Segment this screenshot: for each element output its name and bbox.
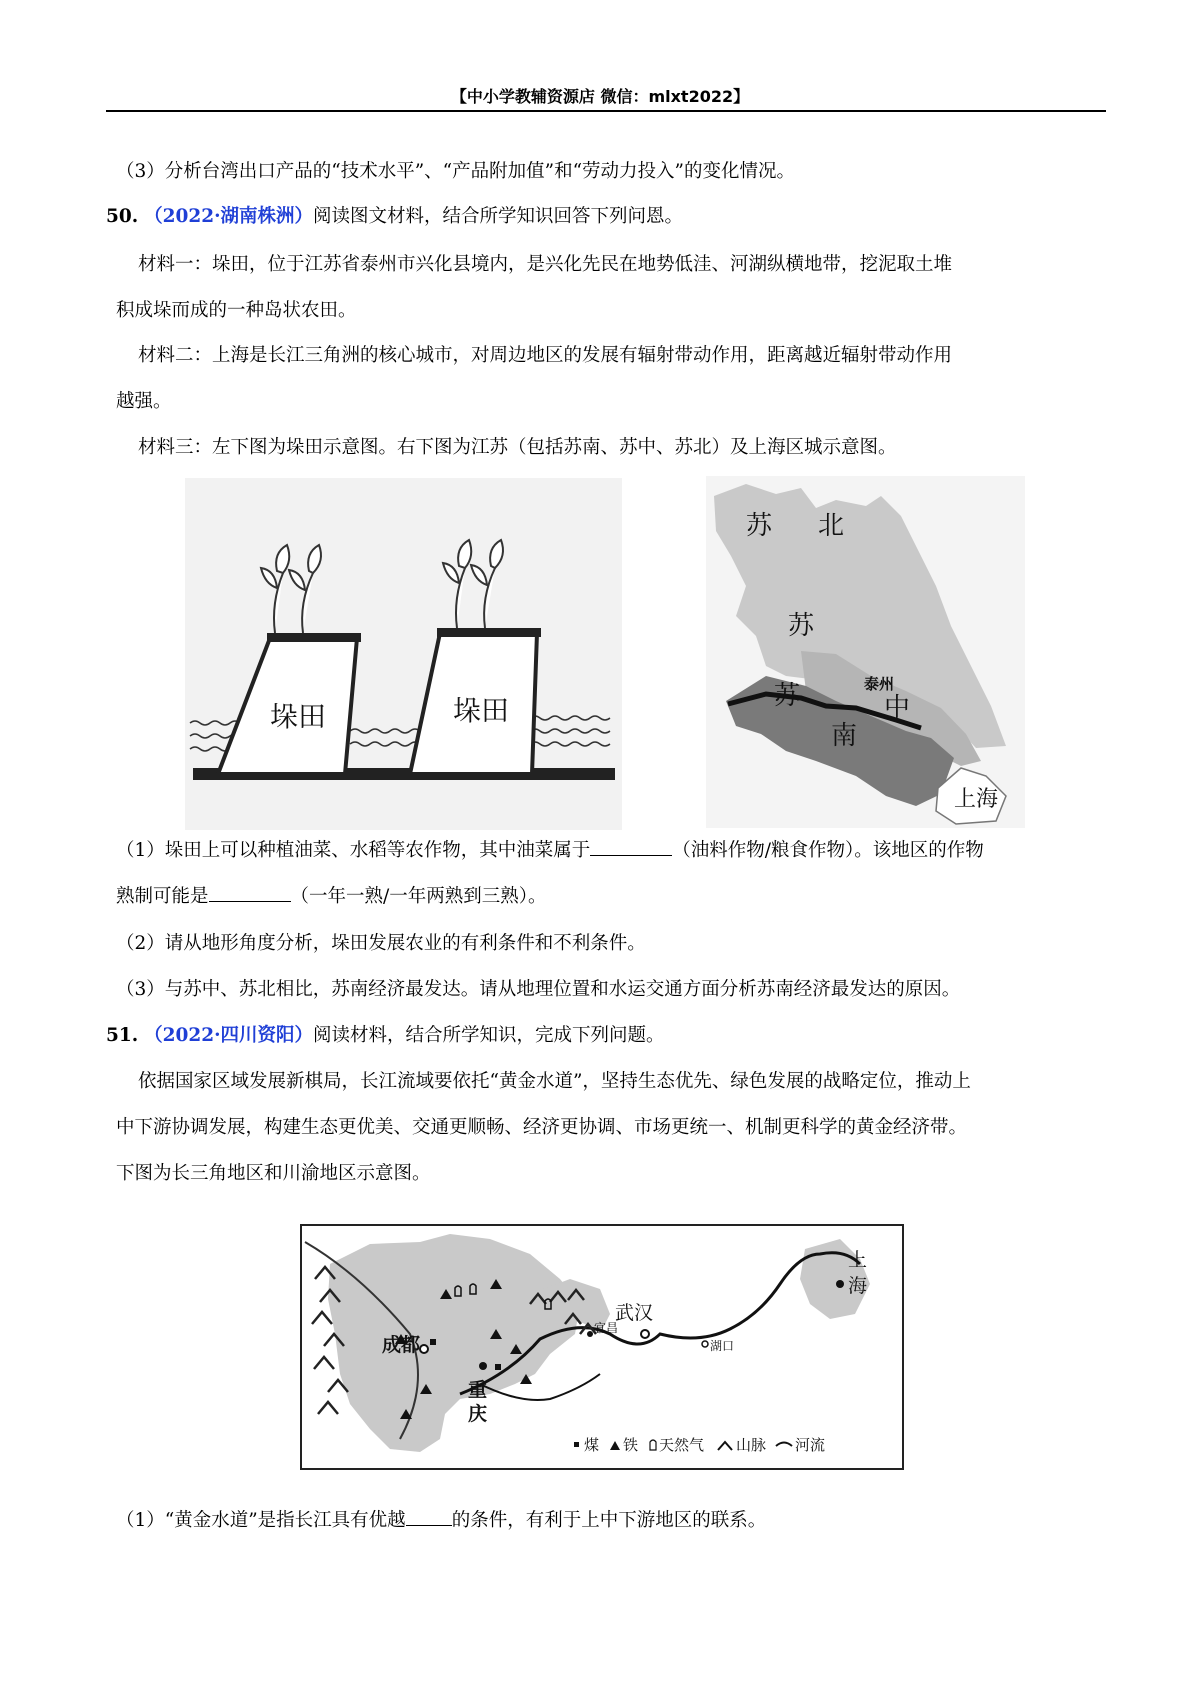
label-hukou: 湖口	[710, 1339, 735, 1353]
page-header: 【中小学教辅资源店 微信：mlxt2022】	[450, 87, 750, 106]
q50-material1-line2: 积成垛而成的一种岛状农田。	[116, 300, 357, 321]
q51-para-line2: 中下游协调发展，构建生态更优美、交通更顺畅、经济更协调、市场更统一、机制更科学的黄金经济带。	[116, 1117, 968, 1138]
q50-number: 50.	[106, 206, 139, 227]
answer-blank-1[interactable]	[590, 855, 672, 856]
svg-text:河流: 河流	[795, 1436, 826, 1454]
yichang-dot	[587, 1331, 593, 1337]
q51-heading	[106, 1021, 665, 1051]
q51-source: （2022·四川资阳）	[144, 1025, 314, 1046]
q50-material2-line2: 越强。	[116, 391, 172, 412]
label-wuhan: 武汉	[615, 1302, 654, 1324]
label-su-1: 苏	[746, 511, 773, 541]
label-shang: 上	[848, 1249, 868, 1271]
wuhan-dot	[641, 1330, 649, 1338]
header-rule	[106, 110, 1106, 112]
q50-material2-line1: 材料二：上海是长江三角洲的核心城市，对周边地区的发展有辐射带动作用，距离越近辐射带动作用	[138, 345, 953, 366]
label-su-2: 苏	[788, 611, 815, 641]
label-qing: 庆	[468, 1403, 488, 1425]
label-chong: 重	[468, 1379, 488, 1401]
chongqing-dot	[479, 1362, 487, 1370]
q50-material1-line1: 材料一：垛田，位于江苏省泰州市兴化县境内，是兴化先民在地势低洼、河湖纵横地带，挖泥取土堆	[138, 254, 953, 275]
label-bei: 北	[818, 511, 845, 541]
chengdu-dot	[420, 1345, 428, 1353]
jiangsu-region-map	[706, 476, 1025, 828]
label-yichang: 宜昌	[594, 1321, 619, 1335]
label-chengdu: 成都	[382, 1334, 421, 1356]
label-zhong: 中	[884, 693, 911, 723]
label-shanghai: 上海	[954, 787, 999, 812]
q51-intro: 阅读材料，结合所学知识，完成下列问题。	[313, 1025, 665, 1046]
q50-sub1-line2: 熟制可能是 （一年一熟/一年两熟到三熟）。	[116, 886, 547, 907]
svg-text:铁: 铁	[623, 1436, 639, 1454]
q50-sub1-line1: （1）垛田上可以种植油菜、水稻等农作物，其中油菜属于 （油料作物/粮食作物）。该地区的作物	[116, 840, 984, 861]
answer-blank-3[interactable]	[406, 1525, 452, 1526]
hukou-dot	[702, 1341, 708, 1347]
label-taizhou: 泰州	[864, 675, 895, 693]
duotian-label-left: 垛田	[270, 700, 327, 733]
answer-blank-2[interactable]	[209, 901, 291, 902]
yangtze-basin-map	[300, 1224, 904, 1470]
q51-para-line3: 下图为长三角地区和川渝地区示意图。	[116, 1163, 431, 1184]
svg-text:天然气: 天然气	[659, 1436, 705, 1454]
q50-source: （2022·湖南株洲）	[144, 206, 314, 227]
svg-text:山脉: 山脉	[736, 1436, 767, 1454]
duotian-label-right: 垛田	[453, 694, 510, 727]
q50-material3: 材料三：左下图为垛田示意图。右下图为江苏（包括苏南、苏中、苏北）及上海区城示意图。	[138, 437, 897, 458]
q51-number: 51.	[106, 1025, 139, 1046]
q50-sub3: （3）与苏中、苏北相比，苏南经济最发达。请从地理位置和水运交通方面分析苏南经济最发达的原因。	[116, 979, 961, 1000]
svg-text:煤: 煤	[584, 1436, 600, 1454]
q50-intro: 阅读图文材料，结合所学知识回答下列问恩。	[313, 206, 684, 227]
q50-heading	[106, 202, 683, 232]
label-hai: 海	[848, 1275, 868, 1297]
q50-sub2: （2）请从地形角度分析，垛田发展农业的有利条件和不利条件。	[116, 933, 646, 954]
label-nan: 南	[831, 721, 858, 751]
duotian-diagram	[185, 478, 622, 830]
q51-para-line1: 依据国家区域发展新棋局，长江流域要依托“黄金水道”，坚持生态优先、绿色发展的战略定位，推动上	[138, 1071, 971, 1092]
q49-sub3: （3）分析台湾出口产品的“技术水平”、“产品附加值”和“劳动力投入”的变化情况。	[116, 161, 796, 182]
q51-sub1: （1）“黄金水道”是指长江具有优越 的条件，有利于上中下游地区的联系。	[116, 1510, 767, 1531]
shanghai-dot	[836, 1280, 844, 1288]
label-su-3: 苏	[774, 681, 801, 711]
